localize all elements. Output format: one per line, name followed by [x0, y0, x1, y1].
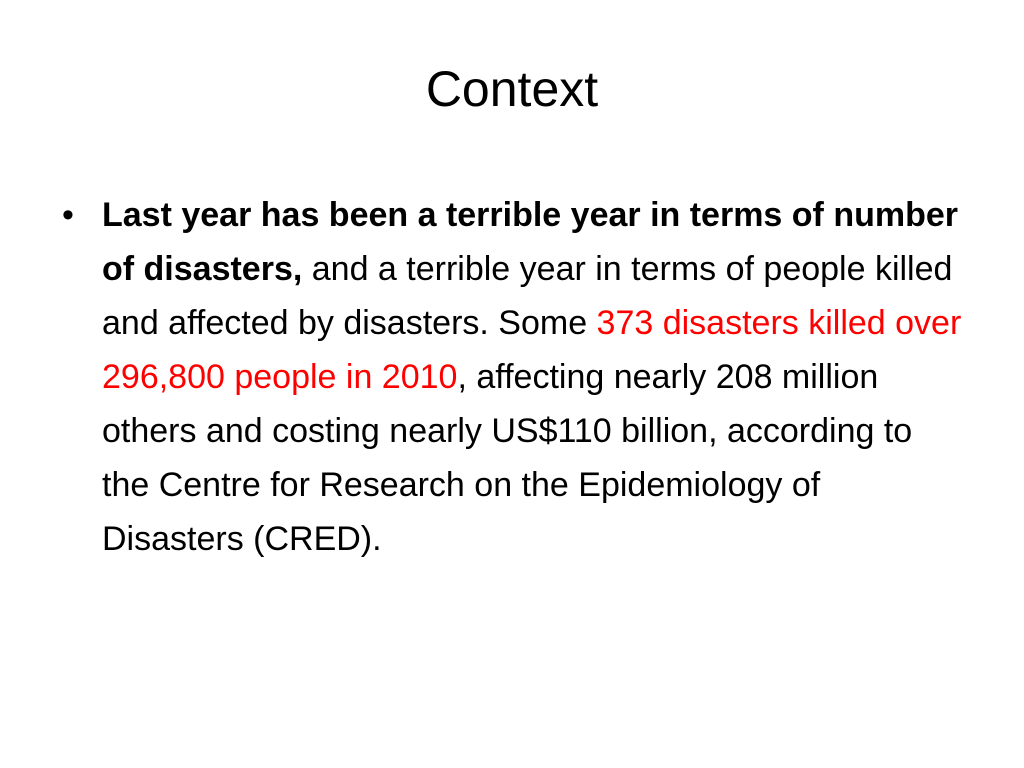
bullet-bold-text: Last year has been a terrible year in terms of number of disasters,	[102, 196, 958, 288]
bullet-highlight-text: 373 disasters killed over 296,800 people in 2010	[102, 304, 962, 396]
bullet-text-part-1: and a terrible year in terms of people killed and affected by disasters. Some	[102, 250, 953, 342]
slide-title: Context	[425, 61, 599, 117]
bullet-list	[62, 188, 962, 566]
bullet-text-part-2: , affecting nearly 208 million others and costing nearly US$110 billion, according to the Centre for Research on the Epidemiology of Disasters (CRED).	[102, 358, 913, 558]
bullet-icon: •	[62, 196, 74, 234]
bullet-item	[62, 188, 962, 566]
